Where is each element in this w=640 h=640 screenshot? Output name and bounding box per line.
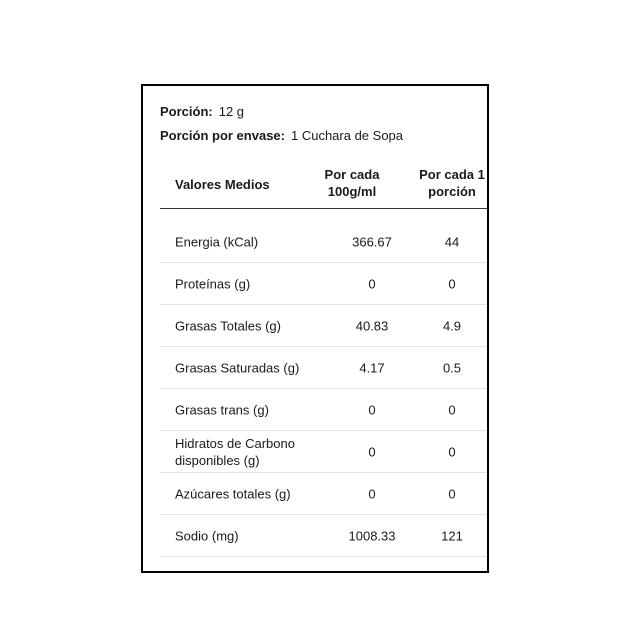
nutrient-name: Energia (kCal) [175, 234, 259, 249]
servings-per-pack-line [160, 128, 403, 143]
table-row [160, 347, 487, 389]
value-per-100: 1008.33 [348, 528, 396, 543]
servings-per-pack-label: Porción por envase: [160, 128, 285, 143]
nutrient-name: Hidratos de Carbono disponibles (g) [175, 435, 295, 468]
table-row [160, 263, 487, 305]
header-nutrient: Valores Medios [175, 177, 270, 192]
servings-per-pack-value: 1 Cuchara de Sopa [290, 128, 404, 143]
table-row [160, 515, 487, 557]
nutrition-facts-panel [141, 84, 489, 573]
nutrient-name: Grasas Saturadas (g) [175, 360, 300, 375]
value-per-100: 4.17 [359, 360, 385, 375]
value-per-100: 40.83 [355, 318, 389, 333]
table-row [160, 431, 487, 473]
value-per-portion: 44 [444, 234, 460, 249]
value-per-portion: 0 [448, 276, 456, 291]
table-row [160, 473, 487, 515]
portion-line [160, 104, 244, 119]
header-per-100: Por cada 100g/ml [324, 167, 380, 199]
value-per-100: 0 [368, 444, 376, 459]
portion-label: Porción: [160, 104, 213, 119]
portion-value: 12 g [218, 104, 245, 119]
header-per-portion: Por cada 1 porción [419, 167, 485, 199]
value-per-portion: 0 [448, 486, 456, 501]
value-per-100: 366.67 [352, 234, 392, 249]
nutrient-name: Proteínas (g) [175, 276, 251, 291]
value-per-100: 0 [368, 402, 376, 417]
nutrient-name: Azúcares totales (g) [175, 486, 291, 501]
value-per-portion: 0 [448, 444, 456, 459]
table-row [160, 305, 487, 347]
table-header [160, 162, 487, 209]
value-per-portion: 121 [441, 528, 463, 543]
value-per-100: 0 [368, 486, 376, 501]
value-per-portion: 0.5 [442, 360, 462, 375]
nutrient-name: Grasas Totales (g) [175, 318, 281, 333]
table-row [160, 389, 487, 431]
table-row [160, 221, 487, 263]
value-per-portion: 0 [448, 402, 456, 417]
value-per-100: 0 [368, 276, 376, 291]
nutrient-name: Grasas trans (g) [175, 402, 269, 417]
nutrition-table [160, 162, 487, 557]
value-per-portion: 4.9 [442, 318, 462, 333]
nutrient-name: Sodio (mg) [175, 528, 239, 543]
